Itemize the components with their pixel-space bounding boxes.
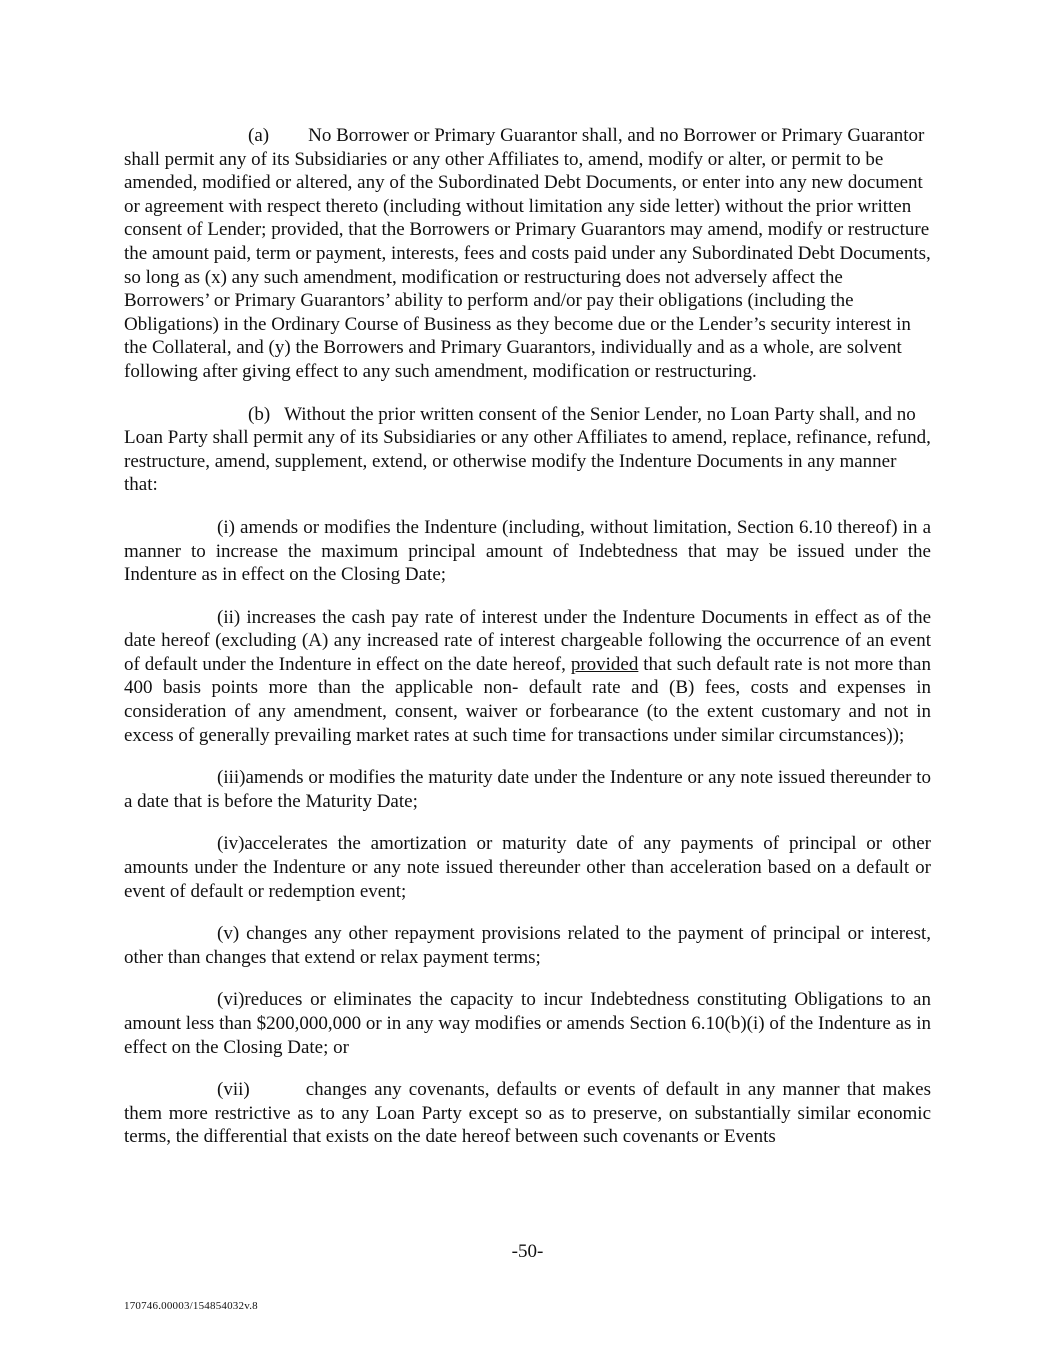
document-body	[124, 124, 931, 1168]
paragraph-a-marker: (a)	[248, 125, 270, 146]
clause-vii-marker: (vii)	[217, 1079, 250, 1101]
clause-v	[124, 922, 931, 969]
paragraph-a-text: No Borrower or Primary Guarantor shall, and no Borrower or Primary Guarantor shall permit any of its Subsidiaries or any other Affiliates to, amend, modify or alter, or permit to be amended, modified or altered, any of the Subordinated Debt Documents, or enter into any new document or agreement with respect thereto (including without limitation any side letter) without the prior written consent of Lender; provided, that the Borrowers or Primary Guarantors may amend, modify or restructure the amount paid, term or payment, interests, fees and costs paid under any Subordinated Debt Documents, so long as (x) any such amendment, modification or restructuring does not adversely affect the Borrowers’ or Primary Guarantors’ ability to perform and/or pay their obligations (including the Obligations) in the Ordinary Course of Business as they become due or the Lender’s security interest in the Collateral, and (y) the Borrowers and Primary Guarantors, individually and as a whole, are solvent following after giving effect to any such amendment, modification or restructuring.	[124, 125, 931, 382]
clause-iii	[124, 766, 931, 813]
clause-vi	[124, 988, 931, 1059]
paragraph-a	[124, 124, 931, 384]
clause-i-text: (i) amends or modifies the Indenture (including, without limitation, Section 6.10 thereof) in a manner to increase the maximum principal amount of Indebtedness that may be issued under the Indenture as in effect on the Closing Date;	[124, 516, 931, 586]
paragraph-b-marker: (b)	[248, 403, 271, 425]
clause-vi-text: (vi)reduces or eliminates the capacity to incur Indebtedness constituting Obligations to an amount less than $200,000,000 or in any way modifies or amends Section 6.10(b)(i) of the Indenture as in effect on the Closing Date; or	[124, 989, 931, 1058]
page-number: -50-	[511, 1241, 544, 1262]
clause-v-text: (v) changes any other repayment provisions related to the payment of principal or interest, other than changes that extend or relax payment terms;	[124, 923, 931, 968]
clause-vii	[124, 1078, 931, 1149]
clause-vii-text: changes any covenants, defaults or events of default in any manner that makes them more restrictive as to any Loan Party except so as to preserve, on substantially similar economic terms, the differential that exists on the date hereof between such covenants or Events	[124, 1079, 931, 1148]
clause-iv-text: (iv)accelerates the amortization or maturity date of any payments of principal or other amounts under the Indenture or any note issued thereunder other than acceleration based on a default or event of default or redemption event;	[124, 833, 931, 902]
paragraph-b	[124, 403, 931, 497]
clause-iii-text: (iii)amends or modifies the maturity date under the Indenture or any note issued thereunder to a date that is before the Maturity Date;	[124, 767, 931, 812]
clause-ii	[124, 606, 931, 748]
clause-ii-underlined: provided	[570, 653, 639, 675]
clause-ii-text-before: (ii) increases the cash pay rate of interest under the Indenture Documents in effect as of the date hereof (excluding (A) any increased rate of interest chargeable following the occurrence of an event of default under the Indenture in effect on the date hereof,	[124, 606, 931, 675]
clause-iv	[124, 832, 931, 903]
document-id: 170746.00003/154854032v.8	[124, 1300, 258, 1312]
paragraph-b-text: Without the prior written consent of the Senior Lender, no Loan Party shall, and no Loan Party shall permit any of its Subsidiaries or any other Affiliates to amend, replace, refinance, refund, restructure, amend, supplement, extend, or otherwise modify the Indenture Documents in any manner that:	[124, 403, 931, 496]
clause-i	[124, 516, 931, 587]
clause-ii-text-after: that such default rate is not more than 400 basis points more than the applicable non- default rate and (B) fees, costs and expenses in consideration of any amendment, consent, waiver or forbearance (to the extent customary and not in excess of generally prevailing market rates at such time for transactions under similar circumstances));	[124, 653, 931, 746]
